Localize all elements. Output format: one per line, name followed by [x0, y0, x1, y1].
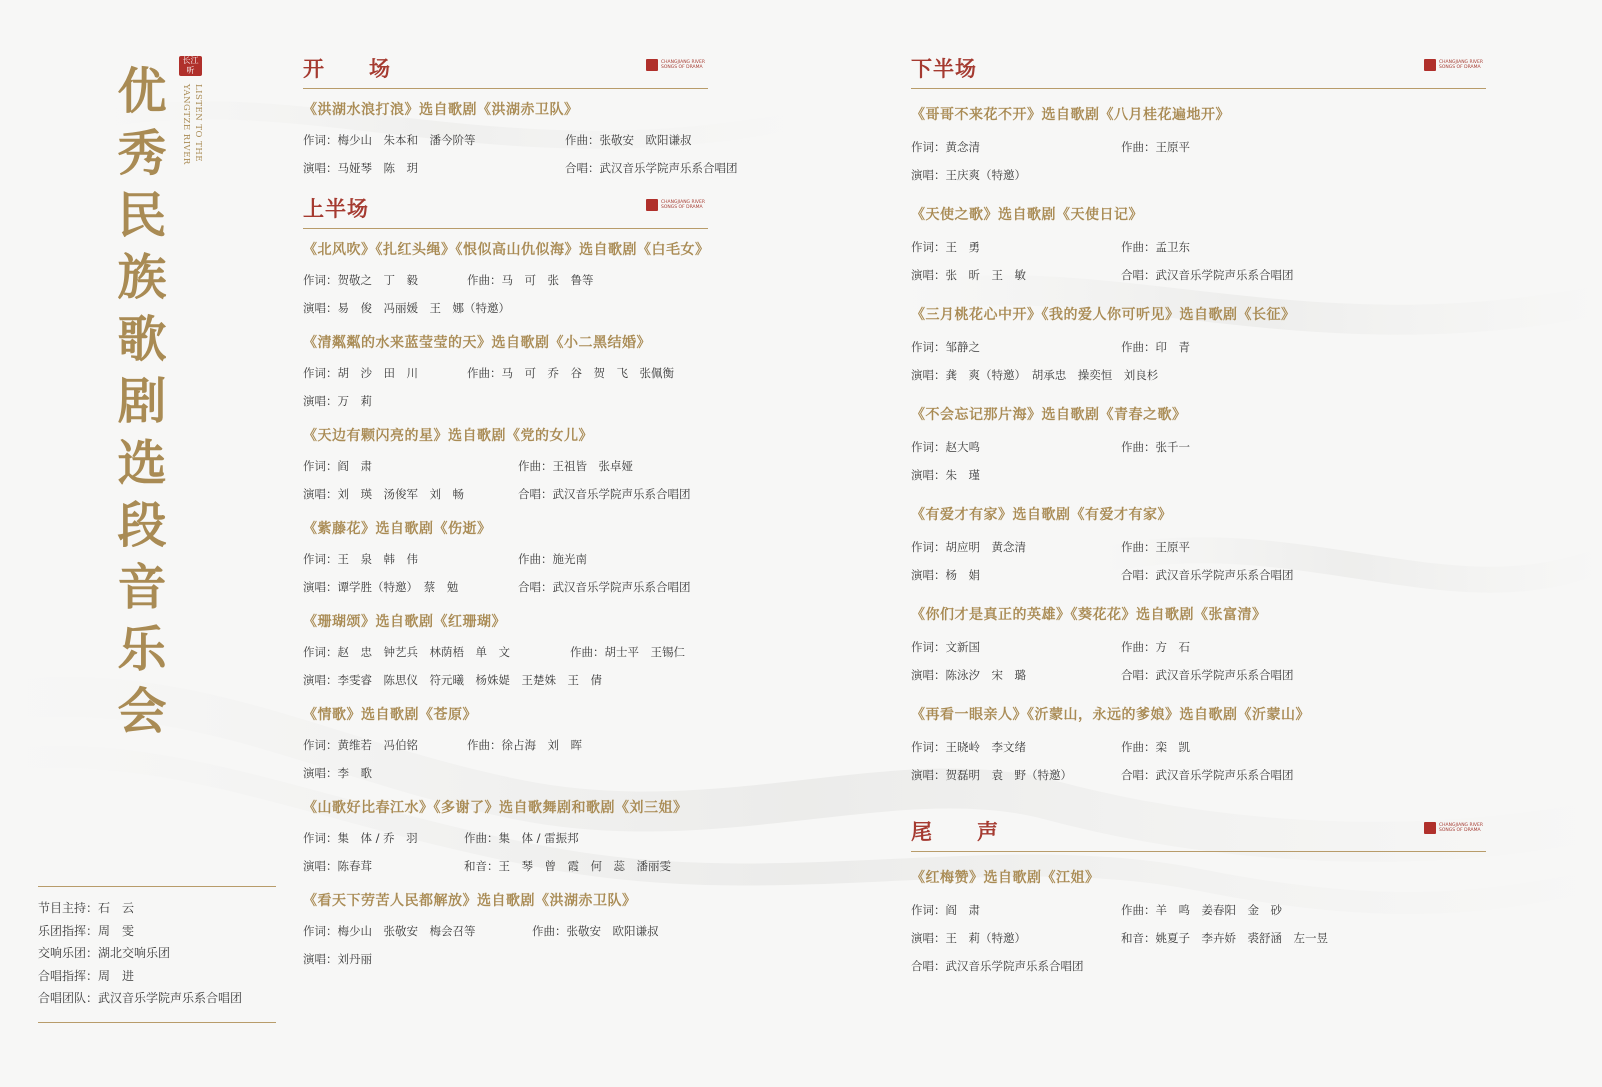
composer: 作曲：王原平 — [1121, 140, 1190, 154]
performers-row — [303, 945, 708, 973]
program-piece — [303, 240, 708, 322]
singer: 演唱：王 莉（特邀） — [911, 931, 1026, 945]
section-header-second_half — [911, 48, 1486, 89]
lyricist: 作词：胡应明 黄念清 — [911, 540, 1026, 554]
piece-title: 《情歌》选自歌剧《苍原》 — [303, 707, 477, 723]
credits-block — [38, 886, 276, 1023]
piece-title: 《紫藤花》选自歌剧《伤逝》 — [303, 521, 492, 537]
section-logo — [1424, 822, 1486, 838]
lyricist: 作词：梅少山 朱本和 潘今阶等 — [303, 133, 476, 147]
performers-row — [911, 924, 1486, 952]
credits-row — [911, 896, 1486, 924]
chorus: 合唱：武汉音乐学院声乐系合唱团 — [565, 161, 738, 175]
section-header-finale — [911, 811, 1486, 852]
performers-row — [303, 154, 738, 182]
performers-row — [303, 387, 708, 415]
chorus: 合唱：武汉音乐学院声乐系合唱团 — [518, 580, 691, 594]
title-character: 秀 — [117, 124, 167, 182]
program-piece — [911, 505, 1486, 589]
title-character: 歌 — [117, 310, 167, 368]
credits-row — [303, 359, 708, 387]
title-character: 民 — [117, 186, 167, 244]
title-character: 乐 — [117, 620, 167, 678]
composer: 作曲：孟卫东 — [1121, 240, 1190, 254]
credits-row — [303, 824, 708, 852]
performers-row — [911, 561, 1486, 589]
piece-title: 《再看一眼亲人》《沂蒙山，永远的爹娘》选自歌剧《沂蒙山》 — [911, 707, 1310, 723]
credit-choir-conductor: 合唱指挥：周 进 — [38, 968, 135, 983]
chorus: 合唱：武汉音乐学院声乐系合唱团 — [1121, 668, 1294, 682]
section-title-opening: 开 场 — [303, 56, 391, 81]
section-title-first_half: 上半场 — [303, 196, 369, 221]
program-piece — [303, 519, 708, 601]
piece-title: 《洪湖水浪打浪》选自歌剧《洪湖赤卫队》 — [303, 102, 579, 118]
title-character: 段 — [117, 496, 167, 554]
chorus: 合唱：武汉音乐学院声乐系合唱团 — [1121, 768, 1294, 782]
singer: 演唱：王庆爽（特邀） — [911, 168, 1026, 182]
logo-seal-icon — [1424, 59, 1436, 71]
credits-row — [303, 917, 708, 945]
credits-row — [911, 333, 1486, 361]
credits-row — [911, 233, 1486, 261]
credit-choir: 合唱团队：武汉音乐学院声乐系合唱团 — [38, 991, 243, 1005]
composer: 作曲：马 可 张 鲁等 — [467, 273, 594, 287]
section-logo — [646, 59, 708, 75]
program-left-column — [303, 48, 738, 973]
chorus: 合唱：武汉音乐学院声乐系合唱团 — [911, 959, 1084, 973]
performers-row — [911, 261, 1486, 289]
singer: 演唱：贺磊明 袁 野（特邀） — [911, 768, 1072, 782]
logo-seal-icon — [1424, 822, 1436, 834]
chorus: 合唱：武汉音乐学院声乐系合唱团 — [1121, 568, 1294, 582]
credits-row — [303, 126, 708, 154]
performers-row — [911, 661, 1486, 689]
credits-row — [303, 638, 708, 666]
singer: 演唱：谭学胜（特邀） 蔡 勉 — [303, 580, 459, 594]
composer: 作曲：羊 鸣 姜春阳 金 砂 — [1121, 903, 1282, 917]
composer: 作曲：张敬安 欧阳谦叔 — [565, 133, 692, 147]
lyricist: 作词：邹静之 — [911, 340, 980, 354]
lyricist: 作词：贺敬之 丁 毅 — [303, 273, 418, 287]
credit-orchestra: 交响乐团：湖北交响乐团 — [38, 946, 171, 960]
lyricist: 作词：文新国 — [911, 640, 980, 654]
credits-row — [911, 133, 1486, 161]
red-seal-logo: 长江 听 — [179, 56, 202, 76]
program-piece — [303, 612, 708, 694]
credits-row — [911, 533, 1486, 561]
piece-title: 《珊瑚颂》选自歌剧《红珊瑚》 — [303, 614, 506, 630]
title-character: 优 — [117, 62, 167, 120]
performers-row — [911, 361, 1486, 389]
credits-row — [303, 266, 708, 294]
harmony: 和音：王 琴 曾 霞 何 蕊 潘丽雯 — [464, 859, 671, 873]
singer: 演唱：易 俊 冯丽媛 王 娜（特邀） — [303, 301, 510, 315]
logo-text: CHANGJIANG RIVER SONGS OF DRAMA — [661, 200, 705, 210]
english-subtitle: LISTEN TO THE YANGTZE RIVER — [181, 84, 203, 165]
program-piece — [911, 205, 1486, 289]
piece-title: 《北风吹》《扎红头绳》《恨似高山仇似海》选自歌剧《白毛女》 — [303, 242, 710, 258]
piece-title: 《有爱才有家》选自歌剧《有爱才有家》 — [911, 507, 1172, 523]
composer: 作曲：张敬安 欧阳谦叔 — [532, 924, 659, 938]
program-piece — [303, 891, 708, 973]
credits-row — [911, 433, 1486, 461]
singer: 演唱：龚 爽（特邀） 胡承忠 操奕恒 刘良杉 — [911, 368, 1159, 382]
performers-row — [911, 461, 1486, 489]
logo-text: CHANGJIANG RIVER SONGS OF DRAMA — [1439, 60, 1483, 70]
singer: 演唱：李 歌 — [303, 766, 372, 780]
program-right-column — [911, 48, 1486, 980]
section-header-opening — [303, 48, 708, 89]
lyricist: 作词：黄维若 冯伯铭 — [303, 738, 418, 752]
piece-title: 《你们才是真正的英雄》《葵花花》选自歌剧《张富清》 — [911, 607, 1267, 623]
section-title-second_half: 下半场 — [911, 56, 977, 81]
lyricist: 作词：赵大鸣 — [911, 440, 980, 454]
concert-title — [112, 60, 172, 742]
singer: 演唱：李雯睿 陈思仪 符元曦 杨姝媞 王楚姝 王 倩 — [303, 673, 602, 687]
composer: 作曲：印 青 — [1121, 340, 1190, 354]
program-piece — [303, 333, 708, 415]
credits-row — [911, 733, 1486, 761]
program-piece — [303, 705, 708, 787]
composer: 作曲：张千一 — [1121, 440, 1190, 454]
program-piece — [303, 426, 708, 508]
lyricist: 作词：王晓岭 李文绪 — [911, 740, 1026, 754]
program-piece — [911, 605, 1486, 689]
program-piece — [911, 405, 1486, 489]
logo-text: CHANGJIANG RIVER SONGS OF DRAMA — [1439, 823, 1483, 833]
piece-title: 《山歌好比春江水》《多谢了》选自歌舞剧和歌剧《刘三姐》 — [303, 800, 688, 816]
credits-row — [303, 731, 708, 759]
section-logo — [1424, 59, 1486, 75]
singer: 演唱：朱 瑾 — [911, 468, 980, 482]
composer: 作曲：徐占海 刘 晖 — [467, 738, 582, 752]
composer: 作曲：方 石 — [1121, 640, 1190, 654]
composer: 作曲：集 体 / 雷振邦 — [464, 831, 579, 845]
composer: 作曲：王原平 — [1121, 540, 1190, 554]
logo-seal-icon — [646, 59, 658, 71]
performers-row — [303, 294, 708, 322]
piece-title: 《哥哥不来花不开》选自歌剧《八月桂花遍地开》 — [911, 107, 1230, 123]
singer: 演唱：刘丹丽 — [303, 952, 372, 966]
singer: 演唱：张 昕 王 敏 — [911, 268, 1026, 282]
piece-title: 《天使之歌》选自歌剧《天使日记》 — [911, 207, 1143, 223]
singer: 演唱：马娅琴 陈 玥 — [303, 161, 418, 175]
singer: 演唱：杨 娟 — [911, 568, 980, 582]
performers-row — [303, 852, 708, 880]
lyricist: 作词：集 体 / 乔 羽 — [303, 831, 418, 845]
performers-row — [303, 573, 708, 601]
program-piece — [911, 705, 1486, 789]
credit-orchestra-conductor: 乐团指挥：周 雯 — [38, 923, 135, 938]
composer: 作曲：栾 凯 — [1121, 740, 1190, 754]
chorus: 合唱：武汉音乐学院声乐系合唱团 — [1121, 268, 1294, 282]
singer: 演唱：刘 瑛 汤俊军 刘 畅 — [303, 487, 464, 501]
singer: 演唱：陈泳汐 宋 璐 — [911, 668, 1026, 682]
lyricist: 作词：阎 肃 — [303, 459, 372, 473]
piece-title: 《不会忘记那片海》选自歌剧《青春之歌》 — [911, 407, 1187, 423]
piece-title: 《清粼粼的水来蓝莹莹的天》选自歌剧《小二黑结婚》 — [303, 335, 651, 351]
composer: 作曲：王祖皆 张卓娅 — [518, 459, 633, 473]
lyricist: 作词：王 勇 — [911, 240, 980, 254]
section-title-finale: 尾 声 — [911, 819, 999, 844]
section-header-first_half — [303, 188, 708, 229]
singer: 演唱：陈春茸 — [303, 859, 372, 873]
logo-seal-icon — [646, 199, 658, 211]
lyricist: 作词：梅少山 张敬安 梅会召等 — [303, 924, 476, 938]
performers-row — [911, 161, 1486, 189]
performers-row — [303, 666, 708, 694]
program-piece — [911, 868, 1486, 980]
composer: 作曲：胡士平 王锡仁 — [570, 645, 685, 659]
performers-row — [303, 480, 708, 508]
performers-row — [303, 759, 708, 787]
credits-row — [303, 452, 708, 480]
lyricist: 作词：阎 肃 — [911, 903, 980, 917]
program-piece — [303, 100, 738, 182]
credit-host: 节目主持：石 云 — [38, 901, 135, 915]
piece-title: 《三月桃花心中开》《我的爱人你可听见》选自歌剧《长征》 — [911, 307, 1296, 323]
credits-row — [911, 633, 1486, 661]
program-piece — [303, 798, 708, 880]
logo-text: CHANGJIANG RIVER SONGS OF DRAMA — [661, 60, 705, 70]
lyricist: 作词：黄念清 — [911, 140, 980, 154]
title-character: 选 — [117, 434, 167, 492]
piece-title: 《红梅赞》选自歌剧《江姐》 — [911, 870, 1100, 886]
lyricist: 作词：赵 忠 钟艺兵 林荫梧 单 文 — [303, 645, 510, 659]
credits-row — [303, 545, 708, 573]
piece-title: 《看天下劳苦人民都解放》选自歌剧《洪湖赤卫队》 — [303, 893, 637, 909]
program-piece — [911, 305, 1486, 389]
composer: 作曲：马 可 乔 谷 贺 飞 张佩衡 — [467, 366, 674, 380]
title-character: 族 — [117, 248, 167, 306]
chorus-row — [911, 952, 1486, 980]
chorus: 合唱：武汉音乐学院声乐系合唱团 — [518, 487, 691, 501]
title-character: 会 — [117, 682, 167, 740]
harmony: 和音：姚夏子 李卉娇 裘舒涵 左一昱 — [1121, 931, 1328, 945]
performers-row — [911, 761, 1486, 789]
title-character: 音 — [117, 558, 167, 616]
piece-title: 《天边有颗闪亮的星》选自歌剧《党的女儿》 — [303, 428, 593, 444]
title-character: 剧 — [117, 372, 167, 430]
section-logo — [646, 199, 708, 215]
program-piece — [911, 105, 1486, 189]
singer: 演唱：万 莉 — [303, 394, 372, 408]
lyricist: 作词：王 泉 韩 伟 — [303, 552, 418, 566]
lyricist: 作词：胡 沙 田 川 — [303, 366, 418, 380]
composer: 作曲：施光南 — [518, 552, 587, 566]
